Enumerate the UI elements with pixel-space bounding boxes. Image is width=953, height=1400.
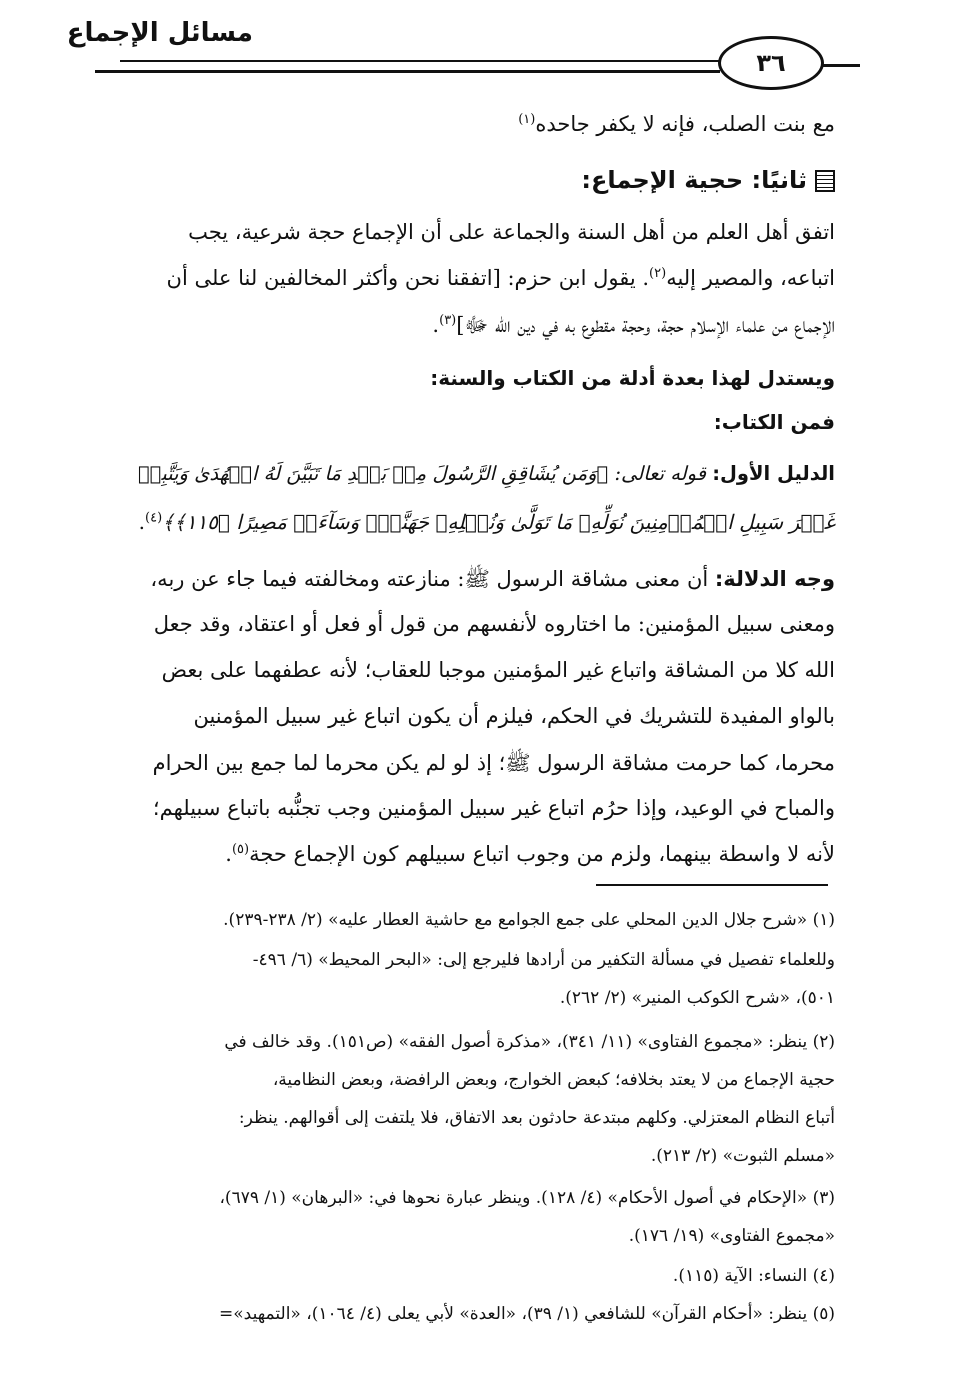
quran-line: غَيۡرَ سَبِيلِ الۡمُؤۡمِنِينَ نُوَلِّهِۦ مَا تَوَلَّىٰ وَنُصۡلِهِۦ جَهَنَّمَۖ وَسَآءَتۡ مَصِيرًا ﴿١١٥﴾﴾$^{(٤)}$. [138, 510, 835, 534]
footnote-ref: (٥) [231, 842, 250, 857]
body-line: والمباح في الوعيد، وإذا حرُم اتباع غير سبيل المؤمنين وجب تجنُّبه باتباع سبيلهم؛ [152, 796, 835, 820]
body-line: اتفق أهل العلم من أهل السنة والجماعة على أن الإجماع حجة شرعية، يجب [188, 220, 835, 244]
running-header-title: مسائل الإجماع [66, 18, 253, 48]
footnote-line: «مسلم الثبوت» (٢/ ٢١٣). [650, 1146, 835, 1166]
header-rule-right [818, 64, 860, 67]
footnote-line: وللعلماء تفصيل في مسألة التكفير من أرادها فليرجع إلى: «البحر المحيط» (٦/ ٤٩٦- [252, 950, 835, 970]
body-line: اتباعه، والمصير إليه$^{(٢)}$. يقول ابن حزم: [اتفقنا نحن وأكثر المخالفين لنا على أن [166, 266, 835, 290]
footnote-line: حجية الإجماع من لا يعتد بخلافه؛ كبعض الخوارج، وبعض الرافضة، وبعض النظامية، [272, 1070, 835, 1090]
footnote-line: ٥٠١)، «شرح الكوكب المنير» (٢/ ٢٦٢). [559, 988, 835, 1008]
body-line: مع بنت الصلب، فإنه لا يكفر جاحده$^{(١)}$ [518, 112, 835, 136]
footnote-line: (٣) «الإحكام في أصول الأحكام» (٤/ ١٢٨). وينظر عبارة نحوها في: «البرهان» (١/ ٦٧٩)، [219, 1188, 835, 1208]
evidence-line: الدليل الأول: قوله تعالى: ﴿وَمَن يُشَاقِقِ الرَّسُولَ مِنۢ بَعۡدِ مَا تَبَيَّنَ لَهُ الۡهُدَىٰ وَيَتَّبِعۡ [137, 462, 835, 485]
footnote-ref: (٣) [439, 313, 457, 328]
header-rule-top [120, 60, 720, 62]
header-rule-bottom [95, 70, 720, 73]
evidence-label: الدليل الأول: [712, 462, 835, 485]
body-line: وجه الدلالة: أن معنى مشاقة الرسول ﷺ: منازعته ومخالفته فيما جاء عن ربه، [150, 567, 835, 591]
page-number [718, 36, 824, 90]
footnote-line: (٢) ينظر: «مجموع الفتاوى» (١١/ ٣٤١)، «مذكرة أصول الفقه» (ص١٥١). وقد خالف في [224, 1032, 835, 1052]
footnote-line: أتباع النظام المعتزلي. وكلهم مبتدعة حادثون بعد الاتفاق، فلا يلتفت إلى أقوالهم. ينظر: [238, 1108, 835, 1128]
document-icon [815, 170, 835, 192]
body-line: الإجماع من علماء الإسلام حجة، وحجة مقطوع به في دين الله ﷻ]$^{(٣)}$. [432, 313, 835, 337]
body-line: ومعنى سبيل المؤمنين: ما اختاروه لأنفسهم من قول أو فعل أو اعتقاد، وقد جعل [153, 612, 835, 636]
footnote-ref: (٢) [649, 266, 667, 281]
body-line: بالواو المفيدة للتشريك في الحكم، فيلزم أن يكون اتباع غير سبيل المؤمنين [193, 704, 835, 728]
subheading: ويستدل لهذا بعدة أدلة من الكتاب والسنة: [430, 366, 835, 390]
footnote-line: (٥) ينظر: «أحكام القرآن» للشافعي (١/ ٣٩)، «العدة» لأبي يعلى (٤/ ١٠٦٤)، «التمهيد»= [219, 1304, 835, 1324]
body-line: محرما، كما حرمت مشاقة الرسول ﷺ؛ إذ لو لم يكن محرما لما جمع بين الحرام [152, 751, 835, 775]
evidence-label: وجه الدلالة: [714, 567, 835, 591]
footnote-line: (١) «شرح جلال الدين المحلي على جمع الجوامع مع حاشية العطار عليه» (٢/ ٢٣٨-٢٣٩). [223, 910, 835, 930]
footnote-line: (٤) النساء: الآية (١١٥). [672, 1266, 835, 1286]
page-number-text: ٣٦ [756, 49, 786, 77]
body-line: الله كلا من المشاقة واتباع غير المؤمنين موجبا للعقاب؛ لأنه عطفهما على بعض [161, 658, 835, 682]
footnote-ref: (٤) [145, 510, 163, 526]
body-line: لأنه لا واسطة بينهما، ولزم من وجوب اتباع سبيلهم كون الإجماع حجة$^{(٥)}$. [225, 842, 835, 866]
footnote-separator [596, 884, 828, 886]
section-heading: ثانيًا: حجية الإجماع: [125, 166, 835, 194]
footnote-line: «مجموع الفتاوى» (١٩/ ١٧٦). [628, 1226, 835, 1246]
subheading: فمن الكتاب: [713, 410, 835, 434]
footnote-ref: (١) [518, 112, 536, 127]
